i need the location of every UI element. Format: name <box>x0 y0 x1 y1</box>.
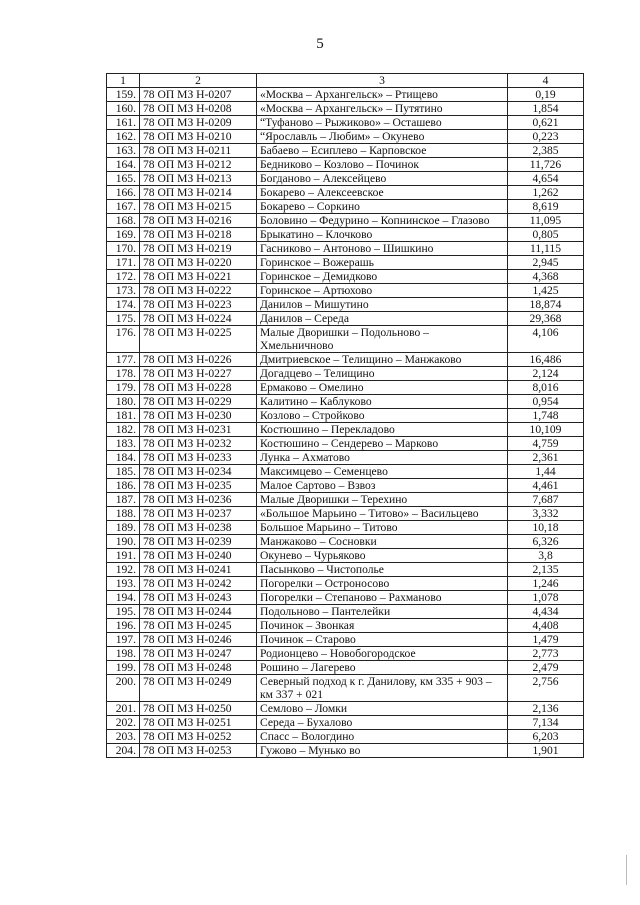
road-code: 78 ОП МЗ Н-0223 <box>140 298 257 312</box>
road-code: 78 ОП МЗ Н-0238 <box>140 521 257 535</box>
road-length: 2,124 <box>508 367 584 381</box>
road-length: 18,874 <box>508 298 584 312</box>
road-name: Костюшино – Перекладово <box>257 423 508 437</box>
road-code: 78 ОП МЗ Н-0237 <box>140 507 257 521</box>
road-code: 78 ОП МЗ Н-0218 <box>140 228 257 242</box>
road-name: Костюшино – Сендерево – Марково <box>257 437 508 451</box>
row-number: 180. <box>107 395 140 409</box>
road-length: 16,486 <box>508 353 584 367</box>
table-row <box>107 214 584 228</box>
roads-table <box>106 73 584 758</box>
road-name: Середа – Бухалово <box>257 716 508 730</box>
road-name: Большое Марьино – Титово <box>257 521 508 535</box>
row-number: 174. <box>107 298 140 312</box>
road-code: 78 ОП МЗ Н-0231 <box>140 423 257 437</box>
road-name: Ермаково – Омелино <box>257 381 508 395</box>
road-length: 2,135 <box>508 563 584 577</box>
row-number: 197. <box>107 633 140 647</box>
table-row <box>107 521 584 535</box>
road-name: Лунка – Ахматово <box>257 451 508 465</box>
row-number: 188. <box>107 507 140 521</box>
column-header-3: 3 <box>257 74 508 88</box>
table-row <box>107 200 584 214</box>
road-code: 78 ОП МЗ Н-0209 <box>140 116 257 130</box>
row-number: 160. <box>107 102 140 116</box>
road-code: 78 ОП МЗ Н-0220 <box>140 256 257 270</box>
row-number: 181. <box>107 409 140 423</box>
road-code: 78 ОП МЗ Н-0230 <box>140 409 257 423</box>
table-row <box>107 186 584 200</box>
road-code: 78 ОП МЗ Н-0233 <box>140 451 257 465</box>
road-code: 78 ОП МЗ Н-0229 <box>140 395 257 409</box>
table-row <box>107 298 584 312</box>
road-length: 1,44 <box>508 465 584 479</box>
road-name: Бедниково – Козлово – Починок <box>257 158 508 172</box>
road-length: 4,106 <box>508 326 584 353</box>
table-row <box>107 744 584 758</box>
column-header-1: 1 <box>107 74 140 88</box>
road-name: Дмитриевское – Телищино – Манжаково <box>257 353 508 367</box>
road-code: 78 ОП МЗ Н-0246 <box>140 633 257 647</box>
row-number: 166. <box>107 186 140 200</box>
table-row <box>107 577 584 591</box>
road-name: Догадцево – Телищино <box>257 367 508 381</box>
table-row <box>107 507 584 521</box>
road-length: 4,461 <box>508 479 584 493</box>
table-row <box>107 563 584 577</box>
road-name: Спасс – Вологдино <box>257 730 508 744</box>
row-number: 189. <box>107 521 140 535</box>
row-number: 194. <box>107 591 140 605</box>
road-code: 78 ОП МЗ Н-0226 <box>140 353 257 367</box>
road-name: “Туфаново – Рыжиково» – Осташево <box>257 116 508 130</box>
table-row <box>107 409 584 423</box>
road-code: 78 ОП МЗ Н-0215 <box>140 200 257 214</box>
road-length: 2,385 <box>508 144 584 158</box>
row-number: 192. <box>107 563 140 577</box>
road-length: 11,095 <box>508 214 584 228</box>
road-length: 2,773 <box>508 647 584 661</box>
road-code: 78 ОП МЗ Н-0248 <box>140 661 257 675</box>
road-length: 10,109 <box>508 423 584 437</box>
road-name: Гасниково – Антоново – Шишкино <box>257 242 508 256</box>
road-length: 1,479 <box>508 633 584 647</box>
row-number: 203. <box>107 730 140 744</box>
road-name: Малое Сартово – Взвоз <box>257 479 508 493</box>
road-code: 78 ОП МЗ Н-0221 <box>140 270 257 284</box>
road-name: Подольново – Пантелейки <box>257 605 508 619</box>
table-row <box>107 256 584 270</box>
row-number: 167. <box>107 200 140 214</box>
row-number: 183. <box>107 437 140 451</box>
row-number: 168. <box>107 214 140 228</box>
road-length: 1,901 <box>508 744 584 758</box>
road-name: Семлово – Ломки <box>257 702 508 716</box>
row-number: 173. <box>107 284 140 298</box>
road-name: Окунево – Чурьяково <box>257 549 508 563</box>
road-code: 78 ОП МЗ Н-0251 <box>140 716 257 730</box>
road-length: 1,246 <box>508 577 584 591</box>
table-row <box>107 284 584 298</box>
row-number: 165. <box>107 172 140 186</box>
row-number: 176. <box>107 326 140 353</box>
road-code: 78 ОП МЗ Н-0219 <box>140 242 257 256</box>
road-name: Максимцево – Семенцево <box>257 465 508 479</box>
table-header-row <box>107 74 584 88</box>
table-row <box>107 130 584 144</box>
row-number: 177. <box>107 353 140 367</box>
road-code: 78 ОП МЗ Н-0224 <box>140 312 257 326</box>
road-name: «Москва – Архангельск» – Путятино <box>257 102 508 116</box>
road-length: 1,748 <box>508 409 584 423</box>
road-name: Малые Дворишки – Терехино <box>257 493 508 507</box>
table-row <box>107 479 584 493</box>
road-length: 0,954 <box>508 395 584 409</box>
row-number: 185. <box>107 465 140 479</box>
road-length: 1,854 <box>508 102 584 116</box>
row-number: 159. <box>107 88 140 102</box>
road-length: 2,361 <box>508 451 584 465</box>
road-length: 2,136 <box>508 702 584 716</box>
road-name: Бокарево – Алексеевское <box>257 186 508 200</box>
road-name: Данилов – Середа <box>257 312 508 326</box>
table-row <box>107 116 584 130</box>
road-code: 78 ОП МЗ Н-0245 <box>140 619 257 633</box>
road-name: Бабаево – Есиплево – Карповское <box>257 144 508 158</box>
column-header-2: 2 <box>140 74 257 88</box>
road-length: 0,805 <box>508 228 584 242</box>
row-number: 202. <box>107 716 140 730</box>
table-row <box>107 493 584 507</box>
table-row <box>107 158 584 172</box>
road-code: 78 ОП МЗ Н-0210 <box>140 130 257 144</box>
row-number: 162. <box>107 130 140 144</box>
page-number: 5 <box>316 36 324 52</box>
road-code: 78 ОП МЗ Н-0232 <box>140 437 257 451</box>
road-length: 0,19 <box>508 88 584 102</box>
row-number: 191. <box>107 549 140 563</box>
road-code: 78 ОП МЗ Н-0253 <box>140 744 257 758</box>
road-name: «Большое Марьино – Титово» – Васильцево <box>257 507 508 521</box>
road-name: Родионцево – Новобогородское <box>257 647 508 661</box>
row-number: 187. <box>107 493 140 507</box>
row-number: 198. <box>107 647 140 661</box>
road-length: 0,223 <box>508 130 584 144</box>
road-length: 4,759 <box>508 437 584 451</box>
table-row <box>107 661 584 675</box>
road-code: 78 ОП МЗ Н-0207 <box>140 88 257 102</box>
road-length: 7,134 <box>508 716 584 730</box>
road-code: 78 ОП МЗ Н-0227 <box>140 367 257 381</box>
table-row <box>107 675 584 702</box>
road-code: 78 ОП МЗ Н-0240 <box>140 549 257 563</box>
road-code: 78 ОП МЗ Н-0243 <box>140 591 257 605</box>
road-name: Погорелки – Степаново – Рахманово <box>257 591 508 605</box>
table-row <box>107 605 584 619</box>
road-length: 1,078 <box>508 591 584 605</box>
row-number: 196. <box>107 619 140 633</box>
row-number: 169. <box>107 228 140 242</box>
road-name: Козлово – Стройково <box>257 409 508 423</box>
road-name: Пасынково – Чистополье <box>257 563 508 577</box>
road-code: 78 ОП МЗ Н-0239 <box>140 535 257 549</box>
column-header-4: 4 <box>508 74 584 88</box>
row-number: 193. <box>107 577 140 591</box>
table-row <box>107 381 584 395</box>
road-code: 78 ОП МЗ Н-0228 <box>140 381 257 395</box>
table-row <box>107 633 584 647</box>
table-row <box>107 647 584 661</box>
road-code: 78 ОП МЗ Н-0247 <box>140 647 257 661</box>
road-length: 4,654 <box>508 172 584 186</box>
road-length: 3,8 <box>508 549 584 563</box>
table-row <box>107 88 584 102</box>
road-length: 0,621 <box>508 116 584 130</box>
margin-mark <box>626 855 631 885</box>
table-row <box>107 326 584 353</box>
table-row <box>107 619 584 633</box>
road-name: Данилов – Мишутино <box>257 298 508 312</box>
road-code: 78 ОП МЗ Н-0214 <box>140 186 257 200</box>
table-row <box>107 102 584 116</box>
row-number: 171. <box>107 256 140 270</box>
road-code: 78 ОП МЗ Н-0250 <box>140 702 257 716</box>
table-row <box>107 144 584 158</box>
road-name: Рошино – Лагерево <box>257 661 508 675</box>
road-name: «Москва – Архангельск» – Ртищево <box>257 88 508 102</box>
road-length: 10,18 <box>508 521 584 535</box>
road-name: Северный подход к г. Данилову, км 335 + 903 – км 337 + 021 <box>257 675 508 702</box>
road-name: Бокарево – Соркино <box>257 200 508 214</box>
table-row <box>107 395 584 409</box>
table-row <box>107 465 584 479</box>
road-code: 78 ОП МЗ Н-0241 <box>140 563 257 577</box>
row-number: 190. <box>107 535 140 549</box>
road-code: 78 ОП МЗ Н-0244 <box>140 605 257 619</box>
road-code: 78 ОП МЗ Н-0235 <box>140 479 257 493</box>
road-length: 8,619 <box>508 200 584 214</box>
table-row <box>107 270 584 284</box>
table-body <box>107 88 584 758</box>
road-name: Гужово – Мунько во <box>257 744 508 758</box>
road-code: 78 ОП МЗ Н-0211 <box>140 144 257 158</box>
road-name: Погорелки – Остроносово <box>257 577 508 591</box>
road-name: Починок – Старово <box>257 633 508 647</box>
table-row <box>107 451 584 465</box>
road-code: 78 ОП МЗ Н-0236 <box>140 493 257 507</box>
table-row <box>107 535 584 549</box>
road-code: 78 ОП МЗ Н-0222 <box>140 284 257 298</box>
road-length: 2,945 <box>508 256 584 270</box>
table-row <box>107 702 584 716</box>
road-name: Калитино – Каблуково <box>257 395 508 409</box>
road-name: Горинское – Артюхово <box>257 284 508 298</box>
road-code: 78 ОП МЗ Н-0242 <box>140 577 257 591</box>
road-length: 1,262 <box>508 186 584 200</box>
road-code: 78 ОП МЗ Н-0208 <box>140 102 257 116</box>
road-length: 2,756 <box>508 675 584 702</box>
table-row <box>107 549 584 563</box>
row-number: 161. <box>107 116 140 130</box>
road-length: 2,479 <box>508 661 584 675</box>
road-code: 78 ОП МЗ Н-0213 <box>140 172 257 186</box>
road-name: Горинское – Демидково <box>257 270 508 284</box>
road-code: 78 ОП МЗ Н-0225 <box>140 326 257 353</box>
table-row <box>107 591 584 605</box>
road-name: Горинское – Вожерашь <box>257 256 508 270</box>
table-row <box>107 172 584 186</box>
road-name: Починок – Звонкая <box>257 619 508 633</box>
row-number: 178. <box>107 367 140 381</box>
row-number: 175. <box>107 312 140 326</box>
row-number: 184. <box>107 451 140 465</box>
table-row <box>107 437 584 451</box>
table-row <box>107 353 584 367</box>
table-row <box>107 242 584 256</box>
road-length: 1,425 <box>508 284 584 298</box>
road-length: 7,687 <box>508 493 584 507</box>
row-number: 195. <box>107 605 140 619</box>
road-length: 11,115 <box>508 242 584 256</box>
row-number: 170. <box>107 242 140 256</box>
row-number: 204. <box>107 744 140 758</box>
row-number: 182. <box>107 423 140 437</box>
row-number: 201. <box>107 702 140 716</box>
road-code: 78 ОП МЗ Н-0216 <box>140 214 257 228</box>
road-name: Боловино – Федурино – Копнинское – Глазово <box>257 214 508 228</box>
road-name: “Ярославль – Любим» – Окунево <box>257 130 508 144</box>
row-number: 200. <box>107 675 140 702</box>
road-name: Малые Дворишки – Подольново – Хмельничново <box>257 326 508 353</box>
road-length: 29,368 <box>508 312 584 326</box>
table-row <box>107 716 584 730</box>
road-name: Брыкатино – Клочково <box>257 228 508 242</box>
road-length: 6,203 <box>508 730 584 744</box>
road-code: 78 ОП МЗ Н-0212 <box>140 158 257 172</box>
row-number: 164. <box>107 158 140 172</box>
road-name: Манжаково – Сосновки <box>257 535 508 549</box>
row-number: 199. <box>107 661 140 675</box>
row-number: 179. <box>107 381 140 395</box>
road-length: 11,726 <box>508 158 584 172</box>
road-length: 4,368 <box>508 270 584 284</box>
table-row <box>107 423 584 437</box>
road-code: 78 ОП МЗ Н-0234 <box>140 465 257 479</box>
road-length: 4,434 <box>508 605 584 619</box>
road-length: 6,326 <box>508 535 584 549</box>
row-number: 186. <box>107 479 140 493</box>
road-code: 78 ОП МЗ Н-0252 <box>140 730 257 744</box>
table-row <box>107 730 584 744</box>
road-code: 78 ОП МЗ Н-0249 <box>140 675 257 702</box>
row-number: 163. <box>107 144 140 158</box>
road-length: 4,408 <box>508 619 584 633</box>
table-row <box>107 312 584 326</box>
road-length: 3,332 <box>508 507 584 521</box>
table-row <box>107 367 584 381</box>
row-number: 172. <box>107 270 140 284</box>
road-name: Богданово – Алексейцево <box>257 172 508 186</box>
table-row <box>107 228 584 242</box>
road-length: 8,016 <box>508 381 584 395</box>
